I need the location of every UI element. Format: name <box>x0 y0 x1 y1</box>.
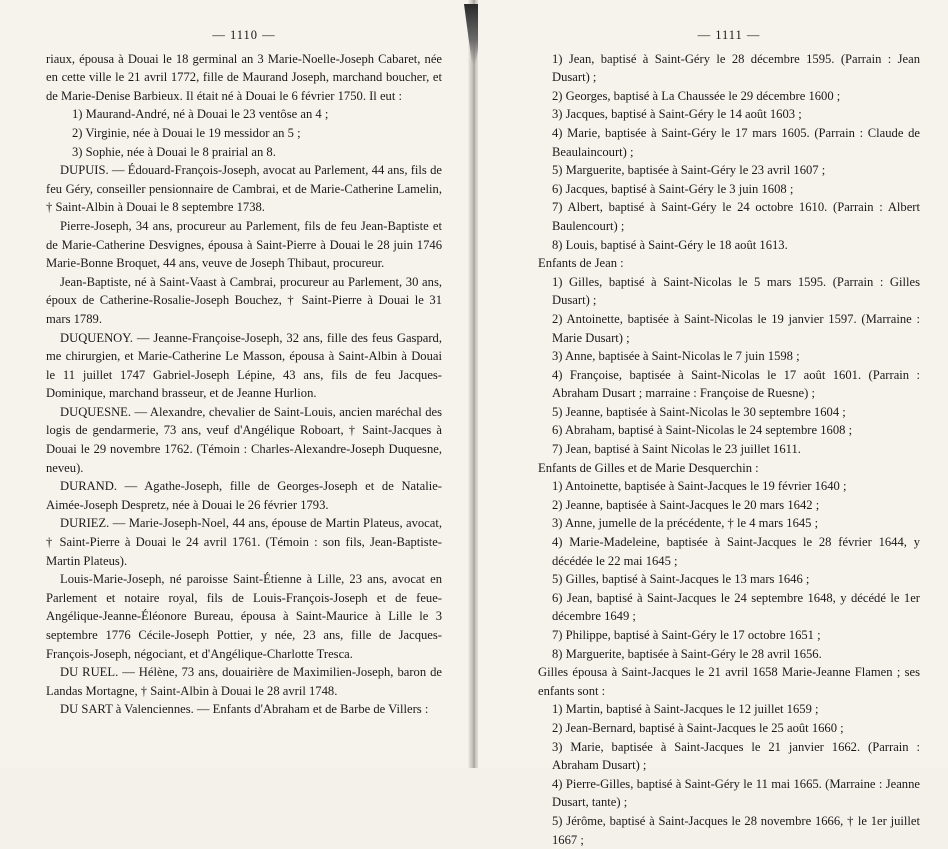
list-item: 7) Albert, baptisé à Saint-Géry le 24 octobre 1610. (Parrain : Albert Baulencourt) ; <box>552 200 920 233</box>
list-item: 3) Sophie, née à Douai le 8 prairial an 8. <box>72 144 276 159</box>
list-item: 1) Gilles, baptisé à Saint-Nicolas le 5 mars 1595. (Parrain : Gilles Dusart) ; <box>552 274 920 308</box>
paragraph: Gilles épousa à Saint-Jacques le 21 avril 1658 Marie-Jeanne Flamen ; ses enfants sont : <box>538 665 920 698</box>
list-item: 3) Anne, jumelle de la précédente, † le 4 mars 1645 ; <box>552 516 819 531</box>
entry-dupuis: DUPUIS. — Édouard-François-Joseph, avocat au Parlement, 44 ans, fils de feu Géry, conseiller pensionnaire de Cambrai, et de Marie-Catherine Lamelin, † Saint-Albin à Douai le 8 septembre 1738. <box>46 163 442 215</box>
list-item: 1) Martin, baptisé à Saint-Jacques le 12 juillet 1659 ; <box>552 702 819 717</box>
list-item: 8) Louis, baptisé à Saint-Géry le 18 août 1613. <box>552 237 788 252</box>
list-item: 8) Marguerite, baptisée à Saint-Géry le 28 avril 1656. <box>552 646 822 661</box>
entry-duriez: DURIEZ. — Marie-Joseph-Noel, 44 ans, épouse de Martin Plateus, avocat, † Saint-Pierre à Douai le 24 avril 1761. (Témoin : son fils, Jean-Baptiste-Martin Plateus). <box>46 516 442 568</box>
list-item: 2) Jean-Bernard, baptisé à Saint-Jacques le 25 août 1660 ; <box>552 720 844 735</box>
page-number: — 1111 — <box>697 28 761 42</box>
list-item: 5) Jérôme, baptisé à Saint-Jacques le 28 novembre 1666, † le 1er juillet 1667 ; <box>552 813 920 847</box>
list-item: 6) Abraham, baptisé à Saint-Nicolas le 24 septembre 1608 ; <box>552 423 853 438</box>
entry-duquesne: DUQUESNE. — Alexandre, chevalier de Saint-Louis, ancien maréchal des logis de gendarmerie, 73 ans, veuf d'Angélique Roboart, † Saint-Jacques à Douai le 29 novembre 1762. (Témoin : Charles-Alexandre-Joseph Duquesne, neveu). <box>46 404 442 475</box>
list-item: 2) Georges, baptisé à La Chaussée le 29 décembre 1600 ; <box>552 88 841 103</box>
entry-durand: DURAND. — Agathe-Joseph, fille de Georges-Joseph et de Natalie-Aimée-Joseph Despretz, née à Douai le 26 février 1793. <box>46 479 442 512</box>
list-item: 4) Marie, baptisée à Saint-Géry le 17 mars 1605. (Parrain : Claude de Beaulaincourt) ; <box>552 125 920 159</box>
paragraph: Jean-Baptiste, né à Saint-Vaast à Cambrai, procureur au Parlement, 30 ans, époux de Catherine-Rosalie-Joseph Bouchez, † Saint-Pierre à Douai le 31 mars 1789. <box>46 274 442 326</box>
right-page <box>478 0 948 847</box>
list-item: 4) Pierre-Gilles, baptisé à Saint-Géry le 11 mai 1665. (Marraine : Jeanne Dusart, tante) ; <box>552 776 920 810</box>
list-item: 3) Marie, baptisée à Saint-Jacques le 21 janvier 1662. (Parrain : Abraham Dusart) ; <box>552 739 920 773</box>
list-item: 7) Jean, baptisé à Saint Nicolas le 23 juillet 1611. <box>552 442 801 457</box>
paragraph: Pierre-Joseph, 34 ans, procureur au Parlement, fils de feu Jean-Baptiste et de Marie-Catherine Desvignes, épousa à Saint-Pierre à Douai le 28 juin 1746 Marie-Bonne Broquet, 44 ans, veuve de Joseph Thibaut, procureur. <box>46 218 442 271</box>
list-item: 5) Gilles, baptisé à Saint-Jacques le 13 mars 1646 ; <box>552 572 810 587</box>
paragraph: riaux, épousa à Douai le 18 germinal an 3 Marie-Noelle-Joseph Cabaret, née en cette ville le 21 avril 1772, fille de Maurand Joseph, marchand boucher, et de Marie-Denise Barbieux. Il était né à Douai le 6 février 1750. Il eut : <box>46 51 442 103</box>
list-item: 1) Antoinette, baptisée à Saint-Jacques le 19 février 1640 ; <box>552 479 847 494</box>
list-item: 2) Virginie, née à Douai le 19 messidor an 5 ; <box>72 125 301 140</box>
list-item: 6) Jean, baptisé à Saint-Jacques le 24 septembre 1648, y décédé le 1er décembre 1649 ; <box>552 590 920 624</box>
entry-du-sart: DU SART à Valenciennes. — Enfants d'Abraham et de Barbe de Villers : <box>60 702 429 717</box>
list-item: 3) Jacques, baptisé à Saint-Géry le 14 août 1603 ; <box>552 107 802 122</box>
list-item: 1) Maurand-André, né à Douai le 23 ventôse an 4 ; <box>72 107 329 122</box>
list-item: 5) Marguerite, baptisée à Saint-Géry le 23 avril 1607 ; <box>552 163 826 178</box>
list-item: 2) Jeanne, baptisée à Saint-Jacques le 20 mars 1642 ; <box>552 497 820 512</box>
paragraph: Louis-Marie-Joseph, né paroisse Saint-Étienne à Lille, 23 ans, avocat en Parlement et notaire royal, fils de Louis-François-Joseph et de feue-Angélique-Jeanne-Éléonore Bureau, épousa à Saint-Maurice à Lille le 3 septembre 1776 Cécile-Joseph Pottier, y née, 23 ans, fille de Jacques-François-Joseph, négociant, et d'Angélique-Charlotte Tresca. <box>46 572 442 661</box>
list-item: 6) Jacques, baptisé à Saint-Géry le 3 juin 1608 ; <box>552 181 794 196</box>
list-item: 4) Marie-Madeleine, baptisée à Saint-Jacques le 28 février 1644, y décédée le 22 mai 1645 ; <box>552 535 920 568</box>
left-page <box>0 0 470 768</box>
list-item: 1) Jean, baptisé à Saint-Géry le 28 décembre 1595. (Parrain : Jean Dusart) ; <box>552 51 920 85</box>
entry-duquenoy: DUQUENOY. — Jeanne-Françoise-Joseph, 32 ans, fille des feus Gaspard, me chirurgien, et Marie-Catherine Le Masson, épousa à Saint-Albin à Douai le 11 juillet 1747 Gabriel-Joseph Lépine, 43 ans, fils de feu Jacques-Dominique, marchand brasseur, et de Jeanne Hurlion. <box>46 330 442 401</box>
list-item: 5) Jeanne, baptisée à Saint-Nicolas le 30 septembre 1604 ; <box>552 404 846 419</box>
list-item: 7) Philippe, baptisé à Saint-Géry le 17 octobre 1651 ; <box>552 628 821 642</box>
list-item: 3) Anne, baptisée à Saint-Nicolas le 7 juin 1598 ; <box>552 349 800 364</box>
list-item: 2) Antoinette, baptisée à Saint-Nicolas le 19 janvier 1597. (Marraine : Marie Dusart) ; <box>552 311 920 345</box>
entry-du-ruel: DU RUEL. — Hélène, 73 ans, douairière de Maximilien-Joseph, baron de Landas Mortagne, † Saint-Albin à Douai le 28 avril 1748. <box>46 665 442 698</box>
section-heading: Enfants de Gilles et de Marie Desquerchin : <box>538 460 759 475</box>
list-item: 4) Françoise, baptisée à Saint-Nicolas le 17 août 1601. (Parrain : Abraham Dusart ; marraine : Françoise de Ruesne) ; <box>552 367 920 401</box>
page-number: — 1110 — <box>212 28 276 42</box>
section-heading: Enfants de Jean : <box>538 256 624 271</box>
